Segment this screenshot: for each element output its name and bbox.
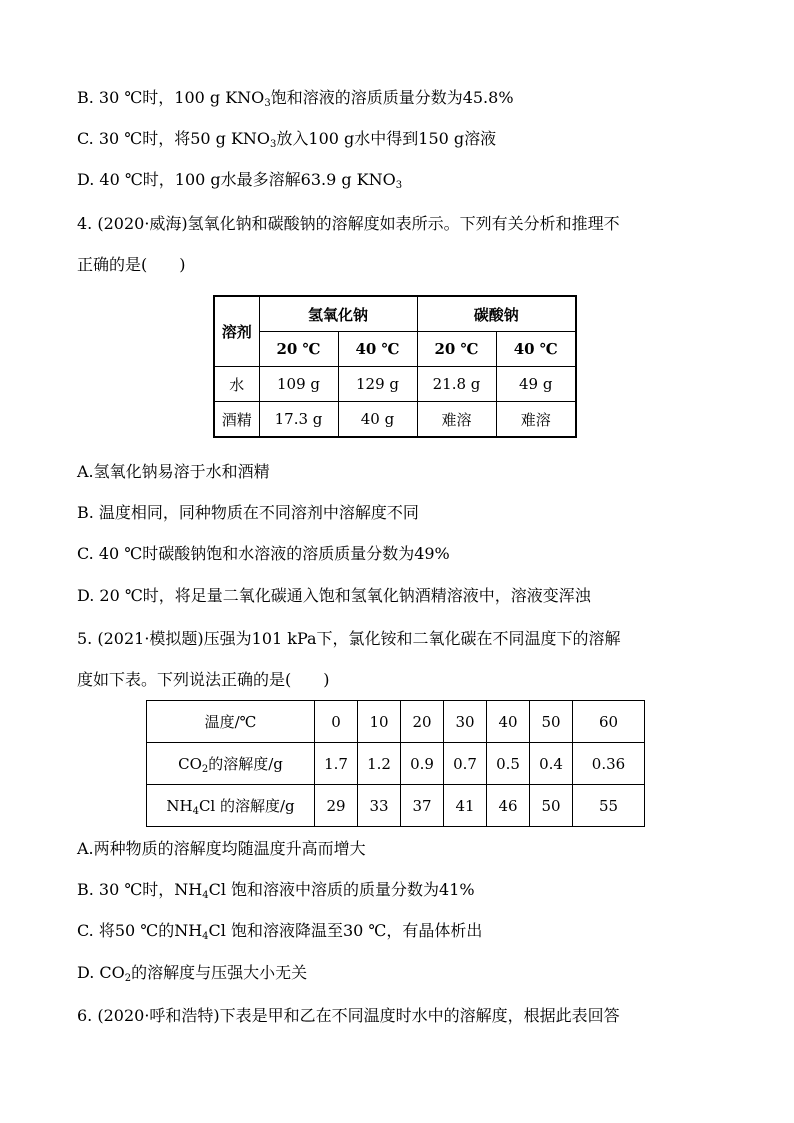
q5-option-a: A.两种物质的溶解度均随温度升高而增大 (77, 839, 366, 858)
table-header-temp: 20 (401, 701, 444, 743)
table-header-temp: 50 (530, 701, 573, 743)
table-cell: 0.5 (487, 743, 530, 785)
table-cell: 46 (487, 785, 530, 827)
table-cell: 29 (315, 785, 358, 827)
table-header-temp: 40 ℃ (496, 332, 576, 367)
table-header-naoh: 氢氧化钠 (259, 296, 417, 332)
q5-option-d: D. $CO_2$的溶解度与压强大小无关 (77, 963, 308, 984)
table-row (147, 785, 645, 827)
table-cell: 41 (444, 785, 487, 827)
q5-option-c: C. 将50 ℃的$NH_4Cl$ 饱和溶液降温至30 ℃，有晶体析出 (77, 921, 483, 942)
table-row-label-co2: $CO_2$的溶解度/g (147, 743, 315, 785)
q4-option-b: B. 温度相同，同种物质在不同溶剂中溶解度不同 (77, 503, 419, 522)
table-cell: 0.36 (573, 743, 645, 785)
table-cell: 55 (573, 785, 645, 827)
table-cell: 1.2 (358, 743, 401, 785)
table-cell: 难溶 (417, 402, 496, 438)
q5-option-b: B. 30 ℃时，$NH_4Cl$ 饱和溶液中溶质的质量分数为41% (77, 880, 475, 901)
table-cell: 1.7 (315, 743, 358, 785)
q5-solubility-table (146, 700, 645, 827)
table-cell-solvent: 酒精 (214, 402, 259, 438)
table-cell: 17.3 g (259, 402, 338, 438)
q4-option-a: A.氢氧化钠易溶于水和酒精 (77, 462, 270, 481)
table-cell: 21.8 g (417, 367, 496, 402)
table-cell: 40 g (338, 402, 417, 438)
q3-option-c: C. 30 ℃时，将50 g $KNO_3$放入100 g水中得到150 g溶液 (77, 129, 497, 150)
table-header-temp: 60 (573, 701, 645, 743)
table-header-na2co3: 碳酸钠 (417, 296, 576, 332)
q4-stem-line1: 4. (2020·威海)氢氧化钠和碳酸钠的溶解度如表所示。下列有关分析和推理不 (77, 214, 620, 233)
table-row (147, 743, 645, 785)
table-cell: 0.4 (530, 743, 573, 785)
q4-option-d: D. 20 ℃时，将足量二氧化碳通入饱和氢氧化钠酒精溶液中，溶液变浑浊 (77, 586, 591, 605)
table-cell: 129 g (338, 367, 417, 402)
table-cell: 50 (530, 785, 573, 827)
q3-option-d: D. 40 ℃时，100 g水最多溶解63.9 g $KNO_3$ (77, 170, 403, 191)
table-header-temperature: 温度/℃ (147, 701, 315, 743)
table-cell: 49 g (496, 367, 576, 402)
q5-stem-line2: 度如下表。下列说法正确的是( ) (77, 670, 330, 689)
q3-option-b: B. 30 ℃时，100 g $KNO_3$饱和溶液的溶质质量分数为45.8% (77, 88, 514, 109)
table-header-temp: 20 ℃ (417, 332, 496, 367)
table-cell: 难溶 (496, 402, 576, 438)
q6-stem-line1: 6. (2020·呼和浩特)下表是甲和乙在不同温度时水中的溶解度，根据此表回答 (77, 1006, 620, 1025)
table-header-temp: 0 (315, 701, 358, 743)
table-cell-solvent: 水 (214, 367, 259, 402)
table-cell: 33 (358, 785, 401, 827)
q4-solubility-table (213, 295, 577, 438)
table-header-temp: 40 ℃ (338, 332, 417, 367)
table-cell: 109 g (259, 367, 338, 402)
q4-option-c: C. 40 ℃时碳酸钠饱和水溶液的溶质质量分数为49% (77, 544, 450, 563)
table-cell: 0.9 (401, 743, 444, 785)
table-header-temp: 40 (487, 701, 530, 743)
table-header-row (147, 701, 645, 743)
table-header-temp: 30 (444, 701, 487, 743)
q5-stem-line1: 5. (2021·模拟题)压强为101 kPa下，氯化铵和二氧化碳在不同温度下的溶解 (77, 629, 621, 648)
table-header-solvent: 溶剂 (214, 296, 259, 367)
table-row (214, 367, 576, 402)
table-row-label-nh4cl: $NH_4Cl$ 的溶解度/g (147, 785, 315, 827)
table-header-temp: 10 (358, 701, 401, 743)
table-header-temp: 20 ℃ (259, 332, 338, 367)
table-cell: 0.7 (444, 743, 487, 785)
q4-stem-line2: 正确的是( ) (77, 255, 186, 274)
table-cell: 37 (401, 785, 444, 827)
table-row (214, 402, 576, 438)
